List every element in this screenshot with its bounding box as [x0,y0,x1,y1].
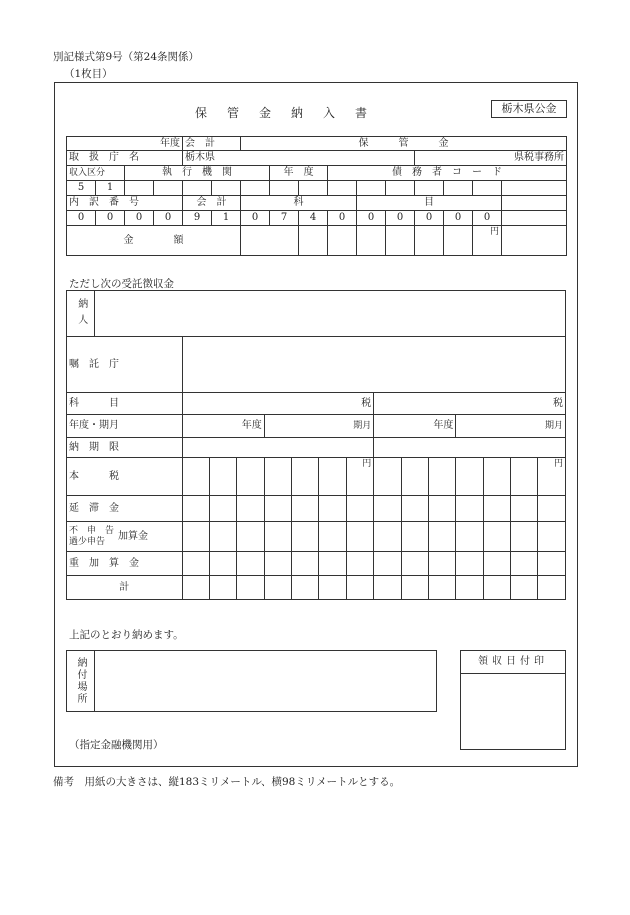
code-digit: 0 [241,211,270,226]
upper-grid [66,136,567,256]
code-digit: 0 [444,211,473,226]
code-digit: 0 [386,211,415,226]
tadashi-text: ただし次の受託徴収金 [69,278,174,290]
kaikei2-label: 会 計 [183,196,241,211]
nendo-label: 年度 [374,415,456,438]
zei-label: 税 [374,393,566,415]
page-label: （1枚目） [64,68,113,80]
zei-label: 税 [182,393,374,415]
kamoku-label: 科 目 [67,393,183,415]
jouki-text: 上記のとおり納めます。 [69,629,184,641]
saimusha-label: 債 務 者 コ ー ド [328,166,567,181]
nendo-kibetsu-label: 年度・期月 [67,415,183,438]
code-digit: 0 [357,211,386,226]
stamp-label: 栃木県公金 [491,100,567,118]
fushinkoku-label: 不 申 告 過少申告 加算金 [67,522,183,552]
code-digit: 0 [96,211,125,226]
toriatsukai-label: 取 扱 庁 名 [67,151,183,166]
code-digit: 0 [328,211,357,226]
noufu-box [66,650,437,712]
kubun-digit: 1 [96,181,125,196]
shikko-label: 執 行 機 関 [125,166,270,181]
nounin-label: 納人 [67,291,95,337]
yen-label: 円 [538,458,566,496]
code-digit: 0 [154,211,183,226]
shitei-text: （指定金融機関用） [69,739,164,751]
kubun-label: 収入区分 [67,166,125,181]
code-digit: 0 [67,211,96,226]
ryoshu-label: 領収日付印 [461,651,565,674]
nendo-label: 年度 [67,137,183,151]
kei-label: 計 [67,576,183,600]
honzei-label: 本 税 [67,458,183,496]
code-digit: 0 [473,211,502,226]
hokan-label: 保 管 金 [241,137,567,151]
ka-label: 科 [241,196,357,211]
form-number: 別記様式第9号（第24条関係） [53,51,200,63]
yen-label: 円 [473,226,502,256]
biko-text: 備考 用紙の大きさは、縦183ミリメートル、横98ミリメートルとする。 [53,776,401,788]
moku-label: 目 [357,196,502,211]
code-digit: 9 [183,211,212,226]
kubun-digit: 5 [67,181,96,196]
yen-label: 円 [346,458,373,496]
nendo-label: 年度 [182,415,264,438]
entai-label: 延 滞 金 [67,496,183,522]
nendo2-label: 年 度 [270,166,328,181]
lower-grid [66,290,566,600]
code-digit: 1 [212,211,241,226]
ryoshu-box [460,650,566,750]
jukasan-label: 重 加 算 金 [67,552,183,576]
noufu-label: 納付場所 [75,657,86,705]
kaikei-label: 会 計 [183,137,241,151]
code-digit: 4 [299,211,328,226]
shokutaku-label: 嘱 託 庁 [67,337,183,393]
kigetsu-label: 期月 [456,415,566,438]
code-digit: 7 [270,211,299,226]
kigetsu-label: 期月 [264,415,374,438]
code-digit: 0 [125,211,154,226]
noukigen-label: 納 期 限 [67,438,183,458]
kingaku-label: 金 額 [67,226,241,256]
form-title: 保管金納入書 [195,106,388,120]
uchiwake-label: 内 訳 番 号 [67,196,183,211]
code-digit: 0 [415,211,444,226]
toriatsukai-value: 栃木県 [183,151,415,166]
office-label: 県税事務所 [415,151,567,166]
